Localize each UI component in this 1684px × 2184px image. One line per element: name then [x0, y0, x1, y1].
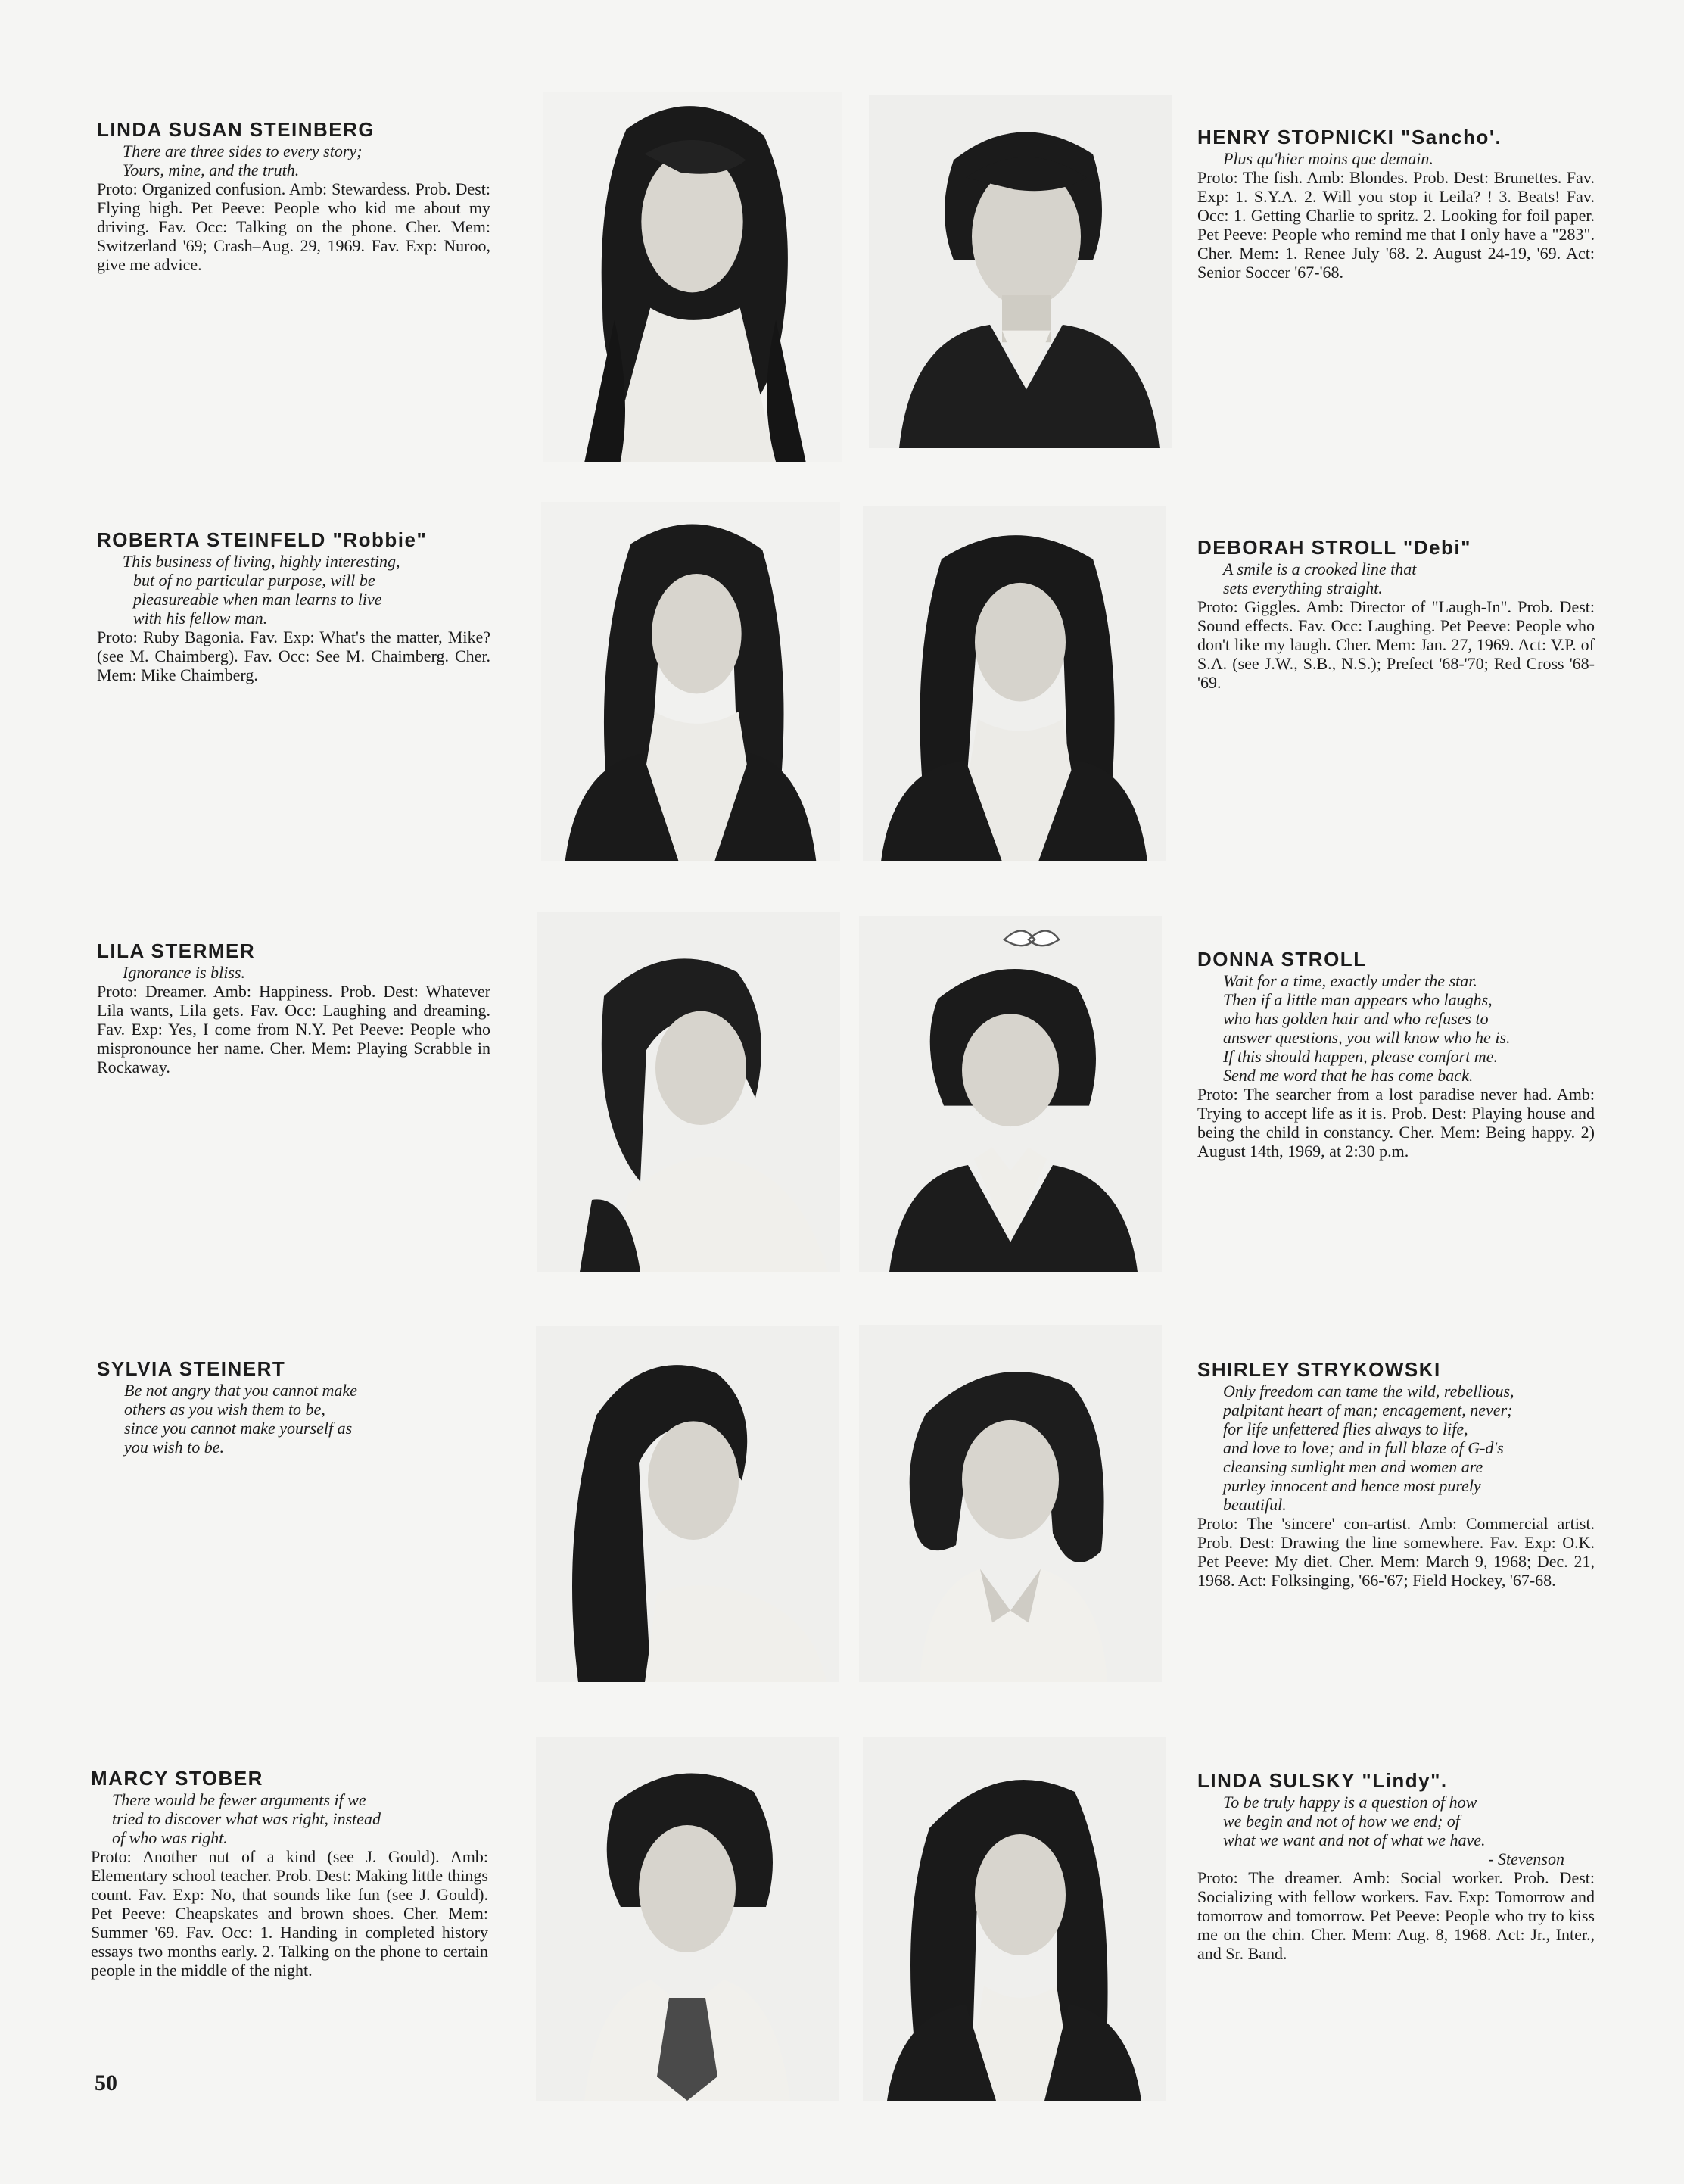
portrait-image [863, 1737, 1166, 2101]
portrait-image [859, 916, 1162, 1272]
senior-bio: Proto: Organized confusion. Amb: Stewardess. Prob. Dest: Flying high. Pet Peeve: People who kid me about my driving. Fav. Occ: Talking on the phone. Cher. Mem: Switzerland '69; Crash–Aug. 29, 1969. Fav. Exp: Nuroo, give me advice. [97, 179, 490, 274]
portrait-image [859, 1325, 1162, 1682]
senior-quote: This business of living, highly interesting, but of no particular purpose, will be pleasureable when man learns to live with his fellow man. [123, 552, 400, 628]
senior-bio: Proto: Another nut of a kind (see J. Gould). Amb: Elementary school teacher. Prob. Dest: Making little things count. Fav. Exp: No, that sounds like fun (see J. Gould). Pet Peeve: Cheapskates and brown shoes. Cher. Mem: Summer '69. Fav. Occ: 1. Handing in completed history essays two months early. 2. Talking on the phone to certain people in the middle of the night. [91, 1847, 488, 1980]
senior-quote: Only freedom can tame the wild, rebellious, palpitant heart of man; encagement, never; for life unfettered flies always to life, and love to love; and in full blaze of G-d's cleansing sunlight men and women are purley innocent and hence most purely beautiful. [1223, 1382, 1514, 1514]
senior-bio: Proto: The fish. Amb: Blondes. Prob. Dest: Brunettes. Fav. Exp: 1. S.Y.A. 2. Will you stop it Leila? ! 3. Beats! Fav. Occ: 1. Getting Charlie to spritz. 2. Looking for foil paper. Pet Peeve: People who remind me that I only have a "283". Cher. Mem: 1. Renee July '68. 2. August 24-19, '69. Act: Senior Soccer '67-'68. [1197, 168, 1595, 282]
portrait-photo [536, 1737, 839, 2101]
senior-entry [1197, 947, 1595, 1161]
senior-quote: A smile is a crooked line that sets everything straight. [1223, 559, 1417, 597]
portrait-photo [543, 92, 842, 462]
senior-quote: There are three sides to every story; Yours, mine, and the truth. [123, 142, 363, 179]
student-name: LINDA SULSKY "Lindy". [1197, 1769, 1448, 1792]
senior-bio: Proto: The dreamer. Amb: Social worker. Prob. Dest: Socializing with fellow workers. Fav. Exp: Tomorrow and tomorrow and tomorrow. Pet Peeve: People who try to kiss me on the chin. Cher. Mem: Aug. 8, 1968. Act: Jr., Inter., and Sr. Band. [1197, 1868, 1595, 1963]
senior-quote: There would be fewer arguments if we tried to discover what was right, instead of who was right. [112, 1790, 381, 1847]
portrait-photo [869, 95, 1172, 448]
portrait-photo [859, 916, 1162, 1272]
senior-bio: Proto: The searcher from a lost paradise never had. Amb: Trying to accept life as it is. Prob. Dest: Playing house and being the child in constancy. Cher. Mem: Being happy. 2) August 14th, 1969, at 2:30 p.m. [1197, 1085, 1595, 1161]
student-name: SYLVIA STEINERT [97, 1357, 286, 1380]
portrait-photo [863, 506, 1166, 861]
quote-attribution: - Stevenson [1488, 1849, 1564, 1868]
student-name: DEBORAH STROLL "Debi" [1197, 536, 1471, 559]
portrait-image [869, 95, 1172, 448]
student-name: LINDA SUSAN STEINBERG [97, 118, 375, 141]
portrait-photo [541, 502, 840, 861]
senior-quote: Ignorance is bliss. [123, 963, 245, 982]
student-name: DONNA STROLL [1197, 948, 1367, 970]
student-name: SHIRLEY STRYKOWSKI [1197, 1358, 1441, 1381]
portrait-image [543, 92, 842, 462]
senior-bio: Proto: Ruby Bagonia. Fav. Exp: What's the matter, Mike? (see M. Chaimberg). Fav. Occ: See M. Chaimberg. Cher. Mem: Mike Chaimberg. [97, 628, 490, 684]
portrait-image [536, 1326, 839, 1682]
student-name: HENRY STOPNICKI "Sancho'. [1197, 126, 1502, 148]
senior-quote: Be not angry that you cannot make others as you wish them to be, since you cannot make yourself as you wish to be. [124, 1381, 357, 1457]
page-number: 50 [95, 2070, 117, 2095]
senior-entry [91, 1766, 488, 1980]
senior-bio: Proto: Dreamer. Amb: Happiness. Prob. Dest: Whatever Lila wants, Lila gets. Fav. Occ: Laughing and dreaming. Fav. Exp: Yes, I come from N.Y. Pet Peeve: People who mispronounce her name. Cher. Mem: Playing Scrabble in Rockaway. [97, 982, 490, 1076]
senior-entry [1197, 1357, 1595, 1590]
portrait-image [537, 912, 840, 1272]
portrait-photo [863, 1737, 1166, 2101]
student-name: ROBERTA STEINFELD "Robbie" [97, 528, 428, 551]
senior-quote: To be truly happy is a question of how we begin and not of how we end; of what we want and not of what we have. - Stevenson [1197, 1793, 1595, 1868]
portrait-photo [859, 1325, 1162, 1682]
senior-bio: Proto: The 'sincere' con-artist. Amb: Commercial artist. Prob. Dest: Drawing the line somewhere. Fav. Exp: O.K. Pet Peeve: My diet. Cher. Mem: March 9, 1968; Dec. 21, 1968. Act: Folksinging, '66-'67; Field Hockey, '67-68. [1197, 1514, 1595, 1590]
senior-entry [1197, 125, 1595, 282]
portrait-image [863, 506, 1166, 861]
portrait-image [536, 1737, 839, 2101]
portrait-photo [537, 912, 840, 1272]
senior-entry [1197, 535, 1595, 692]
portrait-image [541, 502, 840, 861]
portrait-photo [536, 1326, 839, 1682]
senior-entry [97, 528, 490, 684]
senior-bio: Proto: Giggles. Amb: Director of "Laugh-In". Prob. Dest: Sound effects. Fav. Occ: Laughing. Pet Peeve: People who don't like my laugh. Cher. Mem: Jan. 27, 1969. Act: V.P. of S.A. (see J.W., S.B., N.S.); Prefect '68-'70; Red Cross '68-'69. [1197, 597, 1595, 692]
senior-entry [97, 1357, 490, 1457]
student-name: MARCY STOBER [91, 1767, 263, 1790]
senior-entry [97, 939, 490, 1076]
student-name: LILA STERMER [97, 939, 256, 962]
senior-entry [97, 117, 490, 274]
senior-quote: Plus qu'hier moins que demain. [1223, 149, 1433, 168]
senior-quote: Wait for a time, exactly under the star. Then if a little man appears who laughs, who has golden hair and who refuses to answer questions, you will know who he is. If this should happen, please comfort me. Send me word that he has come back. [1223, 971, 1511, 1085]
senior-entry [1197, 1768, 1595, 1963]
